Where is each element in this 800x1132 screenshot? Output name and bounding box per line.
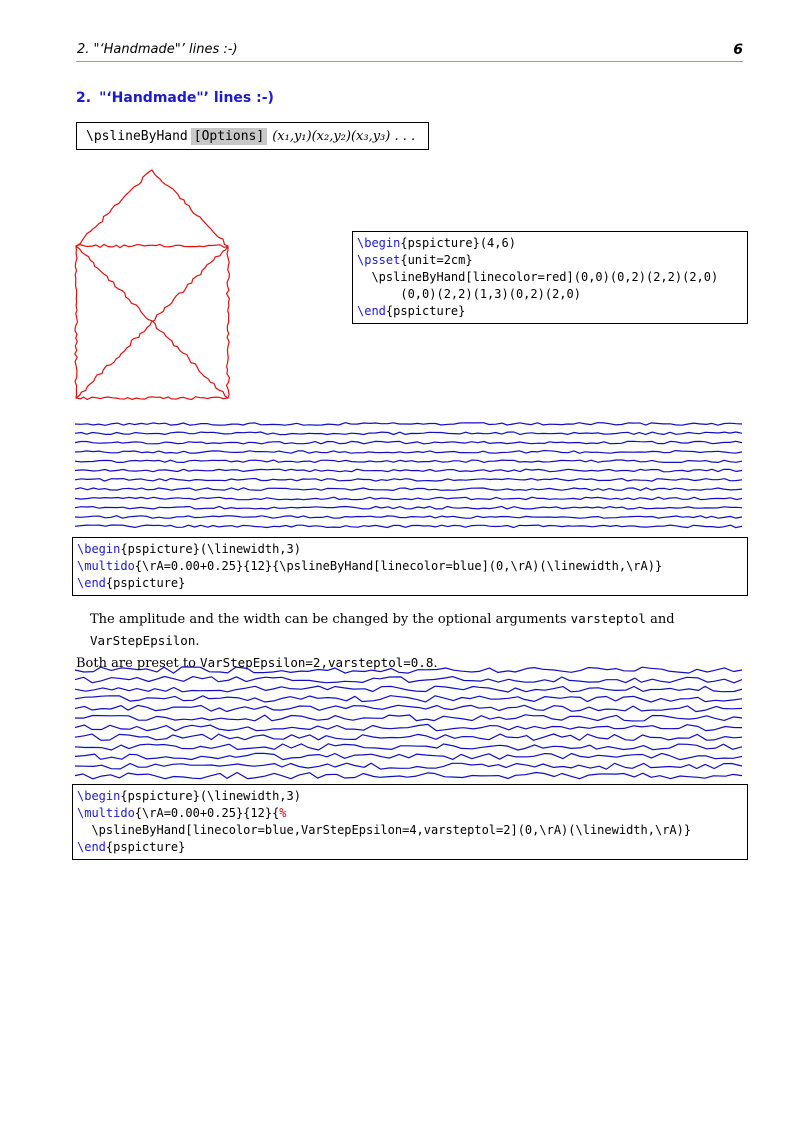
handmade-line [75,488,742,491]
code-keyword: \end [357,304,386,318]
section-number: 2. [76,90,92,106]
option-name: VarStepEpsilon [90,633,196,648]
syntax-options: [Options] [191,128,267,145]
handmade-line [75,705,742,711]
code-listing-lines-1 [72,537,748,596]
code-line [357,235,743,252]
header-rule [76,61,743,62]
section-heading [76,90,274,106]
handmade-line [75,525,742,528]
syntax-box [76,122,429,150]
syntax-args: (x₁,y₁)(x₂,y₂)(x₃,y₃) . . . [272,128,416,144]
handmade-line [75,753,742,759]
handmade-line [75,460,742,462]
handmade-line [75,451,742,454]
handmade-line [75,497,742,500]
code-text: {pspicture} [105,576,186,590]
paragraph-text: Both are preset to [76,656,201,671]
code-comment: % [279,806,287,820]
code-line [357,252,743,269]
code-text: {pspicture} [385,304,466,318]
paragraph-line [76,608,776,652]
code-keyword: \end [77,576,106,590]
code-text: {unit=2cm} [400,253,473,267]
handmade-line [75,423,742,426]
handmade-line [75,744,742,750]
code-line [77,839,743,856]
code-line: \pslineByHand[linecolor=red](0,0)(0,2)(2,2)(2,0) [357,270,719,284]
code-line: (0,0)(2,2)(1,3)(0,2)(2,0) [357,287,581,301]
handmade-line [75,715,742,721]
code-text: {pspicture}(\linewidth,3) [120,542,301,556]
handmade-line [75,773,742,779]
code-text: {pspicture} [105,840,186,854]
code-line [77,805,743,822]
code-line: \pslineByHand[linecolor=blue,VarStepEpsilon=4,varsteptol=2](0,\rA)(\linewidth,\rA)} [77,823,692,837]
syntax-command: \pslineByHand [86,128,188,144]
handmade-line [75,724,742,730]
handmade-line [75,763,742,769]
code-line [77,575,743,592]
handmade-line [75,686,742,692]
code-keyword: \begin [77,789,121,803]
handmade-line [75,667,742,673]
handmade-line [75,432,742,435]
code-keyword: \multido [77,806,135,820]
paragraph-text: The amplitude and the width can be changed by the optional arguments [90,612,571,627]
code-listing-house [352,231,748,324]
paragraph-text: . [195,634,200,649]
code-keyword: \begin [357,236,401,250]
code-text: {\rA=0.00+0.25}{12}{ [134,806,280,820]
handmade-line [75,469,742,472]
code-line [357,303,743,320]
code-keyword: \psset [357,253,401,267]
paragraph-text: and [645,612,675,627]
code-keyword: \multido [77,559,135,573]
code-line [77,788,743,805]
code-keyword: \begin [77,542,121,556]
option-name: varsteptol [570,611,646,626]
code-line [77,541,743,558]
code-text: {pspicture}(\linewidth,3) [120,789,301,803]
code-line [77,558,743,575]
handmade-lines-figure-2 [75,664,745,784]
section-title: "‘Handmade"’ lines :-) [99,90,274,106]
code-listing-lines-2 [72,784,748,860]
house-figure [66,162,236,402]
option-values: VarStepEpsilon=2,varsteptol=0.8 [200,655,434,670]
handmade-line [75,516,742,519]
handmade-line [75,677,742,683]
code-keyword: \end [77,840,106,854]
handmade-line [75,506,742,509]
handmade-lines-figure-1 [75,420,745,532]
code-text: {\rA=0.00+0.25}{12}{\pslineByHand[linecolor=blue](0,\rA)(\linewidth,\rA)} [134,559,663,573]
running-header-title: 2. "‘Handmade"’ lines :-) [77,42,238,57]
handmade-line [75,441,742,444]
page-number: 6 [733,42,743,58]
handmade-line [75,479,742,482]
handmade-line [75,696,742,702]
paragraph-text: . [433,656,438,671]
house-polyline [75,170,230,400]
code-text: {pspicture}(4,6) [400,236,516,250]
handmade-line [75,734,742,740]
